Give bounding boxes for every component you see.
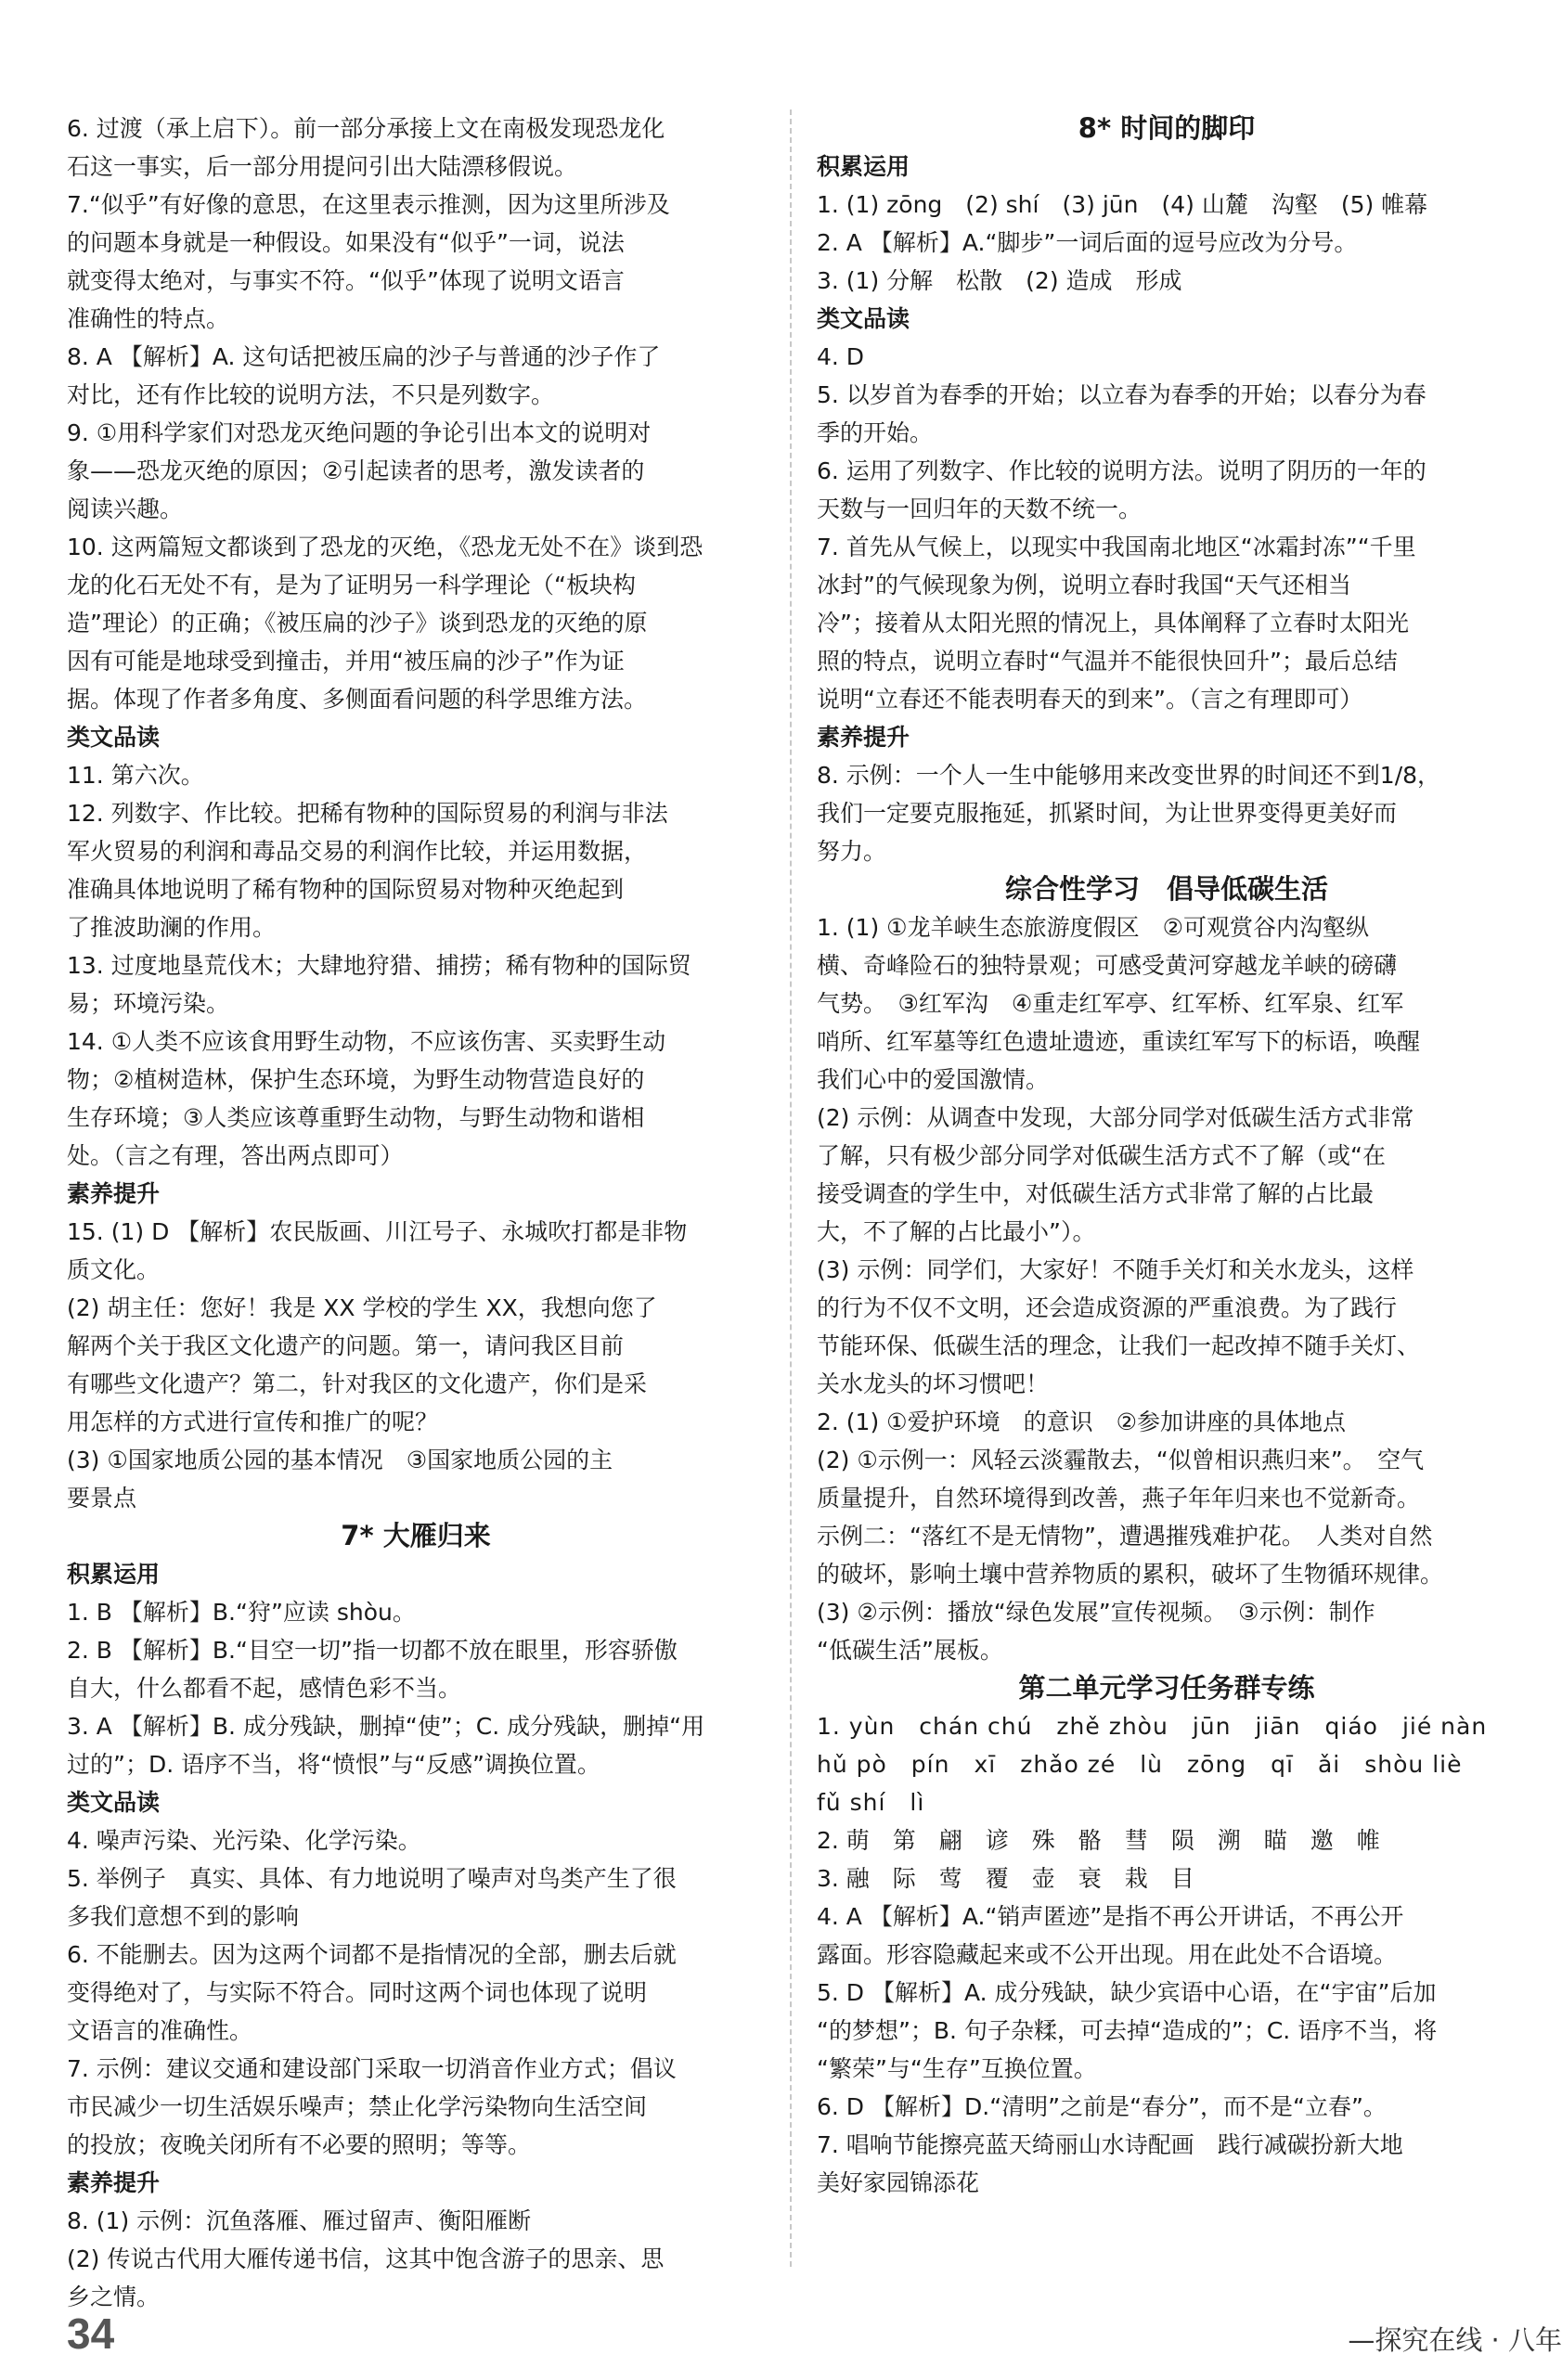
text-line: 冰封”的气候现象为例，说明立春时我国“天气还相当: [817, 572, 1351, 598]
text-line: 1. (1) ①龙羊峡生态旅游度假区 ②可观赏谷内沟壑纵: [817, 914, 1369, 941]
text-line: 冷”；接着从太阳光照的情况上，具体阐释了立春时太阳光: [817, 610, 1409, 637]
text-line: 露面。形容隐藏起来或不公开出现。用在此处不合语境。: [817, 1941, 1398, 1968]
text-line: 物；②植树造林，保护生态环境，为野生动物营造良好的: [67, 1066, 645, 1093]
text-line: 质文化。: [67, 1256, 161, 1283]
column-divider: [790, 109, 792, 2267]
text-line: 生存环境；③人类应该尊重野生动物，与野生动物和谐相: [67, 1104, 645, 1131]
text-line: (3) ①国家地质公园的基本情况 ③国家地质公园的主: [67, 1447, 613, 1473]
text-line: 造”理论）的正确；《被压扁的沙子》谈到恐龙的灭绝的原: [67, 610, 648, 637]
text-line: 12. 列数字、作比较。把稀有物种的国际贸易的利润与非法: [67, 800, 668, 827]
text-line: 自大，什么都看不起，感情色彩不当。: [67, 1675, 462, 1702]
text-line: 横、奇峰险石的独特景观；可感受黄河穿越龙羊峡的磅礴: [817, 952, 1398, 979]
footer-brand: —探究在线 · 八年: [1348, 2324, 1562, 2356]
text-line: 多我们意想不到的影响: [67, 1903, 300, 1930]
text-line: 照的特点，说明立春时“气温并不能很快回升”；最后总结: [817, 648, 1398, 675]
text-line: 就变得太绝对，与事实不符。“似乎”体现了说明文语言: [67, 267, 625, 294]
text-line: 文语言的准确性。: [67, 2017, 253, 2044]
text-line: hǔ pò pín xī zhǎo zé lù zōng qī ǎi shòu liè: [817, 1751, 1463, 1778]
section-heading: 素养提升: [67, 1180, 161, 1207]
text-line: 美好家园锦添花: [817, 2169, 980, 2196]
text-line: 要景点: [67, 1485, 137, 1512]
text-line: 季的开始。: [817, 419, 934, 446]
text-line: 10. 这两篇短文都谈到了恐龙的灭绝，《恐龙无处不在》谈到恐: [67, 534, 704, 560]
text-line: (2) 示例：从调查中发现，大部分同学对低碳生活方式非常: [817, 1104, 1414, 1131]
text-line: “繁荣”与“生存”互换位置。: [817, 2055, 1097, 2082]
text-line: 过的”；D. 语序不当，将“愤恨”与“反感”调换位置。: [67, 1751, 600, 1778]
text-line: 的问题本身就是一种假设。如果没有“似乎”一词，说法: [67, 229, 625, 256]
text-line: 准确性的特点。: [67, 305, 230, 332]
text-line: 2. 萌 第 翩 谚 殊 骼 彗 陨 溯 瞄 邀 帷: [817, 1827, 1380, 1854]
text-line: 龙的化石无处不有，是为了证明另一科学理论（“板块构: [67, 572, 636, 598]
text-line: 据。体现了作者多角度、多侧面看问题的科学思维方法。: [67, 686, 648, 713]
text-line: 阅读兴趣。: [67, 495, 184, 522]
text-line: “低碳生活”展板。: [817, 1637, 1003, 1664]
section-heading: 素养提升: [67, 2169, 161, 2196]
text-line: 石这一事实，后一部分用提问引出大陆漂移假说。: [67, 153, 578, 180]
text-line: 3. (1) 分解 松散 (2) 造成 形成: [817, 267, 1182, 294]
right-column: [817, 109, 1517, 2202]
text-line: 6. 不能删去。因为这两个词都不是指情况的全部，删去后就: [67, 1941, 677, 1968]
section-heading: 素养提升: [817, 724, 910, 751]
section-title: 7* 大雁归来: [341, 1520, 491, 1551]
text-line: 大，不了解的占比最小”）。: [817, 1218, 1096, 1245]
text-line: (2) ①示例一：风轻云淡霾散去，“似曾相识燕归来”。 空气: [817, 1447, 1425, 1473]
text-line: 6. 运用了列数字、作比较的说明方法。说明了阴历的一年的: [817, 457, 1426, 484]
text-line: 2. A 【解析】A.“脚步”一词后面的逗号应改为分号。: [817, 229, 1358, 256]
text-line: 哨所、红军墓等红色遗址遗迹，重读红军写下的标语，唤醒: [817, 1028, 1421, 1055]
section-title: 8* 时间的脚印: [1078, 112, 1256, 144]
text-line: 解两个关于我区文化遗产的问题。第一，请问我区目前: [67, 1332, 625, 1359]
text-line: 3. 融 际 莺 覆 壶 衰 栽 目: [817, 1865, 1194, 1892]
text-line: 天数与一回归年的天数不统一。: [817, 495, 1142, 522]
text-line: 7. 示例：建议交通和建设部门采取一切消音作业方式；倡议: [67, 2055, 677, 2082]
text-line: “的梦想”；B. 句子杂糅，可去掉“造成的”；C. 语序不当，将: [817, 2017, 1438, 2044]
text-line: 象——恐龙灭绝的原因；②引起读者的思考，激发读者的: [67, 457, 645, 484]
text-line: 市民减少一切生活娱乐噪声；禁止化学污染物向生活空间: [67, 2093, 648, 2120]
text-line: 4. A 【解析】A.“销声匿迹”是指不再公开讲话，不再公开: [817, 1903, 1404, 1930]
text-line: 14. ①人类不应该食用野生动物，不应该伤害、买卖野生动: [67, 1028, 666, 1055]
section-heading: 类文品读: [67, 1789, 161, 1816]
page-number: 34: [67, 2309, 115, 2358]
text-line: 4. D: [817, 343, 865, 370]
text-line: 努力。: [817, 838, 887, 865]
text-line: 8. A 【解析】A. 这句话把被压扁的沙子与普通的沙子作了: [67, 343, 661, 370]
text-line: 11. 第六次。: [67, 762, 204, 789]
section-title: 综合性学习 倡导低碳生活: [1004, 873, 1328, 905]
text-line: (3) ②示例：播放“绿色发展”宣传视频。 ③示例：制作: [817, 1599, 1375, 1626]
text-line: (2) 传说古代用大雁传递书信，这其中饱含游子的思亲、思: [67, 2245, 665, 2272]
text-line: 变得绝对了，与实际不符合。同时这两个词也体现了说明: [67, 1979, 648, 2006]
text-line: 13. 过度地垦荒伐木；大肆地狩猎、捕捞；稀有物种的国际贸: [67, 952, 691, 979]
text-line: 的行为不仅不文明，还会造成资源的严重浪费。为了践行: [817, 1294, 1398, 1321]
text-line: 质量提升，自然环境得到改善，燕子年年归来也不觉新奇。: [817, 1485, 1421, 1512]
text-line: 了推波助澜的作用。: [67, 914, 277, 941]
text-line: 15. (1) D 【解析】农民版画、川江号子、永城吹打都是非物: [67, 1218, 688, 1245]
text-line: 乡之情。: [67, 2284, 161, 2310]
text-line: 了解，只有极少部分同学对低碳生活方式不了解（或“在: [817, 1142, 1386, 1169]
text-line: 7. 唱响节能擦亮蓝天绮丽山水诗配画 践行减碳扮新大地: [817, 2131, 1403, 2158]
text-line: 的破坏，影响土壤中营养物质的累积，破坏了生物循环规律。: [817, 1561, 1444, 1588]
text-line: 2. (1) ①爱护环境 的意识 ②参加讲座的具体地点: [817, 1409, 1346, 1435]
text-line: 5. 举例子 真实、具体、有力地说明了噪声对鸟类产生了很: [67, 1865, 677, 1892]
text-line: 有哪些文化遗产？第二，针对我区的文化遗产，你们是采: [67, 1370, 648, 1397]
text-line: 7. 首先从气候上，以现实中我国南北地区“冰霜封冻”“千里: [817, 534, 1416, 560]
text-line: 军火贸易的利润和毒品交易的利润作比较，并运用数据，: [67, 838, 648, 865]
text-line: 易；环境污染。: [67, 990, 230, 1017]
text-line: 说明“立春还不能表明春天的到来”。（言之有理即可）: [817, 686, 1363, 713]
text-line: 1. (1) zōng (2) shí (3) jūn (4) 山麓 沟壑 (5) 帷幕: [817, 191, 1428, 218]
text-line: fǔ shí lì: [817, 1789, 925, 1816]
text-line: 4. 噪声污染、光污染、化学污染。: [67, 1827, 421, 1854]
section-heading: 积累运用: [817, 153, 910, 180]
text-line: 气势。 ③红军沟 ④重走红军亭、红军桥、红军泉、红军: [817, 990, 1404, 1017]
section-heading: 积累运用: [67, 1561, 161, 1588]
text-line: 我们一定要克服拖延，抓紧时间，为让世界变得更美好而: [817, 800, 1398, 827]
text-line: (2) 胡主任：您好！我是 XX 学校的学生 XX，我想向您了: [67, 1294, 657, 1321]
text-line: 3. A 【解析】B. 成分残缺，删掉“使”；C. 成分残缺，删掉“用: [67, 1713, 705, 1740]
text-line: 用怎样的方式进行宣传和推广的呢？: [67, 1409, 439, 1435]
section-title: 第二单元学习任务群专练: [1018, 1672, 1315, 1704]
text-line: 1. B 【解析】B.“狩”应读 shòu。: [67, 1599, 416, 1626]
text-line: 6. D 【解析】D.“清明”之前是“春分”，而不是“立春”。: [817, 2093, 1387, 2120]
left-column: [67, 109, 765, 2316]
text-line: 8. 示例：一个人一生中能够用来改变世界的时间还不到1/8，: [817, 762, 1441, 789]
text-line: 6. 过渡（承上启下）。前一部分承接上文在南极发现恐龙化: [67, 115, 665, 142]
text-line: 对比，还有作比较的说明方法，不只是列数字。: [67, 381, 555, 408]
text-line: 9. ①用科学家们对恐龙灭绝问题的争论引出本文的说明对: [67, 419, 652, 446]
text-line: 关水龙头的坏习惯吧！: [817, 1370, 1050, 1397]
text-line: 节能环保、低碳生活的理念，让我们一起改掉不随手关灯、: [817, 1332, 1421, 1359]
text-line: 5. D 【解析】A. 成分残缺，缺少宾语中心语，在“宇宙”后加: [817, 1979, 1437, 2006]
section-heading: 类文品读: [817, 305, 910, 332]
text-line: 示例二：“落红不是无情物”，遭遇摧残难护花。 人类对自然: [817, 1523, 1433, 1550]
text-line: 1. yùn chán chú zhě zhòu jūn jiān qiáo jié nàn: [817, 1713, 1488, 1740]
text-line: 接受调查的学生中，对低碳生活方式非常了解的占比最: [817, 1180, 1375, 1207]
section-heading: 类文品读: [67, 724, 161, 751]
text-line: 2. B 【解析】B.“目空一切”指一切都不放在眼里，形容骄傲: [67, 1637, 678, 1664]
text-line: 处。（言之有理，答出两点即可）: [67, 1142, 404, 1169]
text-line: 我们心中的爱国激情。: [817, 1066, 1050, 1093]
text-line: 的投放；夜晚关闭所有不必要的照明；等等。: [67, 2131, 532, 2158]
text-line: 7.“似乎”有好像的意思，在这里表示推测，因为这里所涉及: [67, 191, 670, 218]
text-line: 因有可能是地球受到撞击，并用“被压扁的沙子”作为证: [67, 648, 625, 675]
text-line: 准确具体地说明了稀有物种的国际贸易对物种灭绝起到: [67, 876, 625, 903]
text-line: 5. 以岁首为春季的开始；以立春为春季的开始；以春分为春: [817, 381, 1426, 408]
text-line: 8. (1) 示例：沉鱼落雁、雁过留声、衡阳雁断: [67, 2207, 532, 2234]
text-line: (3) 示例：同学们，大家好！不随手关灯和关水龙头，这样: [817, 1256, 1414, 1283]
